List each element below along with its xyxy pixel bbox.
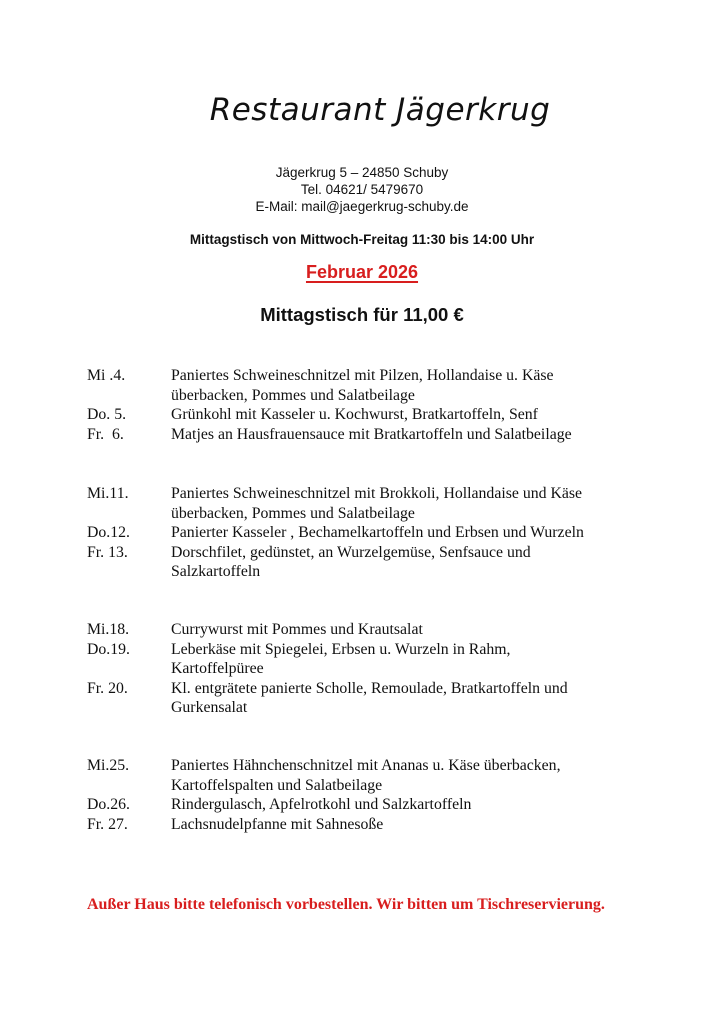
dish-text: Currywurst mit Pommes und Krautsalat [171, 621, 423, 638]
menu-row [87, 756, 647, 776]
dish-text: Dorschfilet, gedünstet, an Wurzelgemüse, Senfsauce und [171, 543, 531, 561]
dish-text: überbacken, Pommes und Salatbeilage [171, 386, 415, 404]
day-label [87, 504, 171, 524]
day-label [87, 386, 171, 406]
dish-text: Leberkäse mit Spiegelei, Erbsen u. Wurzeln in Rahm, [171, 640, 511, 658]
phone: Tel. 04621/ 5479670 [300, 182, 424, 197]
menu-row [87, 640, 647, 660]
menu-row [87, 620, 647, 640]
week-block [87, 484, 647, 582]
day-label: Mi.25. [87, 757, 130, 774]
opening-hours: Mittagstisch von Mittwoch-Freitag 11:30 bis 14:00 Uhr [189, 232, 535, 247]
menu-row [87, 504, 647, 524]
menu-row [87, 523, 647, 543]
week-block [87, 366, 647, 444]
week-block [87, 620, 647, 718]
restaurant-title: Restaurant Jägerkrug [209, 92, 551, 128]
month-label: Februar 2026 [305, 262, 419, 282]
address: Jägerkrug 5 – 24850 Schuby [275, 165, 449, 180]
day-label: Mi.18. [87, 621, 130, 638]
menu-row [87, 484, 647, 504]
menu-row [87, 659, 647, 679]
menu-row [87, 795, 647, 815]
dish-text: Rindergulasch, Apfelrotkohl und Salzkartoffeln [171, 796, 472, 813]
dish-text: Grünkohl mit Kasseler u. Kochwurst, Bratkartoffeln, Senf [171, 406, 538, 423]
day-label: Do. 5. [87, 406, 127, 423]
day-label: Do.26. [87, 796, 131, 813]
day-label: Do.12. [87, 524, 131, 541]
menu-row [87, 815, 647, 835]
menu-row [87, 776, 647, 796]
dish-text: Matjes an Hausfrauensauce mit Bratkartoffeln und Salatbeilage [171, 425, 572, 443]
menu-row [87, 679, 647, 699]
dish-text: Gurkensalat [171, 699, 248, 716]
day-label: Do.19. [87, 640, 131, 658]
day-label: Mi .4. [87, 367, 126, 384]
menu-row [87, 366, 647, 386]
price-heading: Mittagstisch für 11,00 € [260, 304, 464, 325]
day-label [87, 776, 171, 796]
day-label: Fr. 20. [87, 679, 128, 697]
day-label: Mi.11. [87, 485, 129, 502]
dish-text: Salzkartoffeln [171, 563, 261, 580]
day-label: Fr. 13. [87, 543, 128, 561]
day-label: Fr. 6. [87, 425, 124, 443]
day-label [87, 562, 171, 582]
footer-notice: Außer Haus bitte telefonisch vorbestellen. Wir bitten um Tischreservierung. [87, 896, 605, 913]
dish-text: Lachsnudelpfanne mit Sahnesoße [171, 815, 384, 833]
dish-text: Panierter Kasseler , Bechamelkartoffeln und Erbsen und Wurzeln [171, 524, 584, 541]
day-label [87, 698, 171, 718]
menu-row [87, 405, 647, 425]
dish-text: Kartoffelpüree [171, 660, 264, 677]
email: E-Mail: mail@jaegerkrug-schuby.de [255, 199, 469, 214]
day-label [87, 659, 171, 679]
dish-text: Paniertes Schweineschnitzel mit Brokkoli, Hollandaise und Käse [171, 485, 583, 502]
month-heading [0, 262, 724, 283]
dish-text: Kl. entgrätete panierte Scholle, Remoulade, Bratkartoffeln und [171, 679, 568, 697]
menu-row [87, 698, 647, 718]
menu-row [87, 543, 647, 563]
menu-row [87, 386, 647, 406]
menu-row [87, 425, 647, 445]
dish-text: Paniertes Schweineschnitzel mit Pilzen, Hollandaise u. Käse [171, 367, 554, 384]
day-label: Fr. 27. [87, 815, 128, 833]
dish-text: Kartoffelspalten und Salatbeilage [171, 776, 383, 794]
dish-text: Paniertes Hähnchenschnitzel mit Ananas u. Käse überbacken, [171, 757, 561, 774]
week-block [87, 756, 647, 834]
menu-row [87, 562, 647, 582]
dish-text: überbacken, Pommes und Salatbeilage [171, 504, 415, 522]
